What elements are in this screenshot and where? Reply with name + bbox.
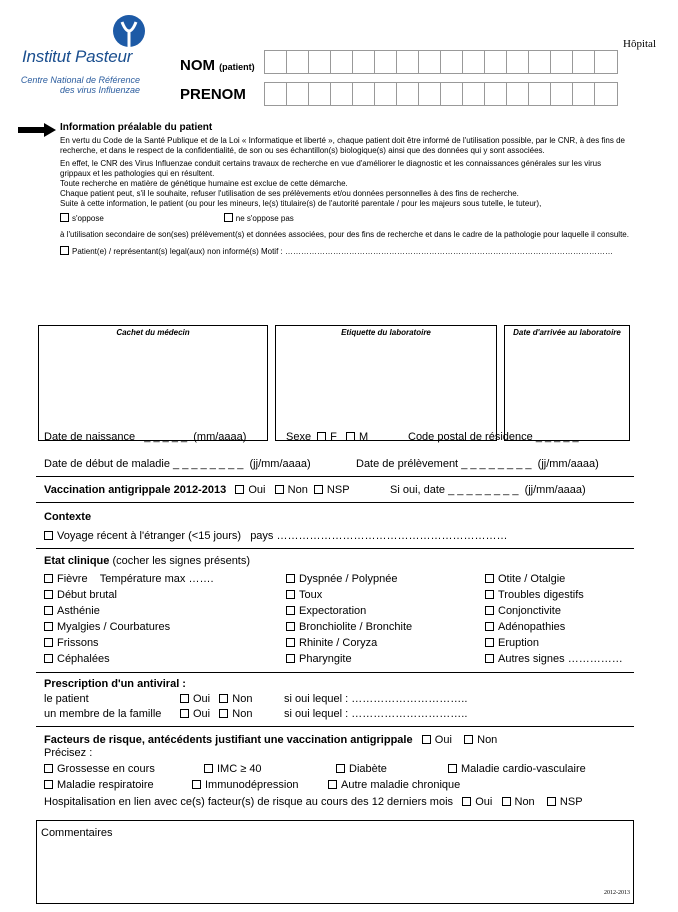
symptom-item[interactable]: Adénopathies — [485, 621, 565, 633]
checkbox-icon[interactable] — [286, 622, 295, 631]
antiviral-famille-lequel[interactable]: si oui lequel : ………………………….. — [284, 708, 468, 720]
prenom-input[interactable] — [264, 82, 618, 106]
symptom-item[interactable]: Asthénie — [44, 605, 100, 617]
checkbox-icon[interactable] — [448, 764, 457, 773]
nom-label: NOM (patient) — [180, 57, 255, 74]
checkbox-icon[interactable] — [44, 654, 53, 663]
date-arrivee-box[interactable]: Date d'arrivée au laboratoire — [504, 325, 630, 441]
debut-field[interactable]: _ _ _ _ _ _ _ _ — [173, 458, 244, 470]
risque-item[interactable]: Diabète — [336, 763, 387, 775]
risque-grid — [44, 763, 634, 795]
divider — [36, 548, 634, 549]
clinique-title: Etat clinique (cocher les signes présents) — [44, 555, 251, 567]
dob-row: Date de naissance _ _ _ _ _ (mm/aaaa) — [44, 431, 247, 443]
symptom-item[interactable]: Pharyngite — [286, 653, 352, 665]
divider — [36, 502, 634, 503]
symptom-item[interactable]: Myalgies / Courbatures — [44, 621, 170, 633]
divider — [36, 672, 634, 673]
non-informe-option[interactable]: Patient(e) / représentant(s) legal(aux) non informé(s) Motif : …………………………………………………………………………………………………………… — [60, 246, 630, 257]
checkbox-icon[interactable] — [422, 735, 431, 744]
cp-row: Code postal de résidence _ _ _ _ _ — [408, 431, 579, 443]
risque-item[interactable]: Maladie respiratoire — [44, 779, 154, 791]
logo-name: Institut Pasteur — [22, 47, 133, 66]
hopital-label: Hôpital — [623, 38, 656, 50]
info-paragraph: à l'utilisation secondaire de son(ses) prélèvement(s) et données associées, pour des fins de recherche et dans le cadre de la pathologie pour laquelle il consulte. — [60, 230, 629, 239]
checkbox-icon[interactable] — [286, 654, 295, 663]
antiviral-famille-label: un membre de la famille — [44, 708, 162, 720]
divider — [36, 726, 634, 727]
checkbox-icon[interactable] — [235, 485, 244, 494]
antiviral-title: Prescription d'un antiviral : — [44, 678, 186, 690]
symptom-item[interactable]: Fièvre Température max ……. — [44, 573, 214, 585]
checkbox-icon[interactable] — [286, 574, 295, 583]
contexte-title: Contexte — [44, 511, 92, 523]
symptom-item[interactable]: Autres signes …………… — [485, 653, 623, 665]
checkbox-icon[interactable] — [275, 485, 284, 494]
ne-oppose-option[interactable]: ne s'oppose pas — [224, 213, 294, 224]
symptom-item[interactable]: Expectoration — [286, 605, 366, 617]
info-paragraph: En effet, le CNR des Virus Influenzae conduit certains travaux de recherche en vue d'améliorer le diagnostic et les connaissances générales sur les virus grippaux et les pathologies qui en résultent. — [60, 159, 602, 178]
checkbox-icon[interactable] — [44, 764, 53, 773]
checkbox-icon[interactable] — [328, 780, 337, 789]
symptom-item[interactable]: Frissons — [44, 637, 99, 649]
checkbox-icon[interactable] — [44, 574, 53, 583]
dob-field[interactable]: _ _ _ _ _ — [144, 431, 188, 443]
symptom-item[interactable]: Conjonctivite — [485, 605, 561, 617]
checkbox-icon[interactable] — [60, 246, 69, 255]
risque-title-row: Facteurs de risque, antécédents justifiant une vaccination antigrippale Oui Non — [44, 734, 498, 746]
checkbox-icon[interactable] — [286, 590, 295, 599]
antiviral-patient-lequel[interactable]: si oui lequel : ………………………….. — [284, 693, 468, 705]
vaccination-date-row: Si oui, date _ _ _ _ _ _ _ _ (jj/mm/aaaa) — [390, 484, 586, 496]
voyage-row: Voyage récent à l'étranger (<15 jours) pays ……………………………………………………… — [44, 530, 507, 542]
checkbox-icon[interactable] — [286, 638, 295, 647]
checkbox-icon[interactable] — [336, 764, 345, 773]
commentaires-label: Commentaires — [41, 827, 113, 839]
checkbox-icon[interactable] — [44, 531, 53, 540]
checkbox-icon[interactable] — [60, 213, 69, 222]
risque-item[interactable]: IMC ≥ 40 — [204, 763, 262, 775]
logo-subtitle: Centre National de Référence des virus Influenzae — [20, 75, 140, 95]
risque-item[interactable]: Autre maladie chronique — [328, 779, 460, 791]
checkbox-icon[interactable] — [462, 797, 471, 806]
checkbox-icon[interactable] — [346, 432, 355, 441]
commentaires-box[interactable] — [36, 820, 634, 904]
symptom-item[interactable]: Dyspnée / Polypnée — [286, 573, 397, 585]
checkbox-icon[interactable] — [485, 590, 494, 599]
symptom-item[interactable]: Eruption — [485, 637, 539, 649]
footer-year: 2012-2013 — [604, 890, 630, 896]
info-paragraph: Chaque patient peut, s'il le souhaite, refuser l'utilisation de ses prélèvements et/ou données personnelles à des fins de recherche. — [60, 189, 519, 198]
symptom-item[interactable]: Début brutal — [44, 589, 117, 601]
checkbox-icon[interactable] — [485, 654, 494, 663]
prenom-label: PRENOM — [180, 86, 246, 103]
checkbox-icon[interactable] — [44, 638, 53, 647]
symptom-item[interactable]: Bronchiolite / Bronchite — [286, 621, 412, 633]
etiquette-labo-box[interactable]: Etiquette du laboratoire — [275, 325, 497, 441]
vaccination-row: Vaccination antigrippale 2012-2013 Oui Non NSP — [44, 484, 350, 496]
prelev-field[interactable]: _ _ _ _ _ _ _ _ — [461, 458, 532, 470]
prelev-row: Date de prélèvement _ _ _ _ _ _ _ _ (jj/mm/aaaa) — [356, 458, 599, 470]
antiviral-famille-options: Oui Non — [180, 708, 252, 720]
arrow-icon — [18, 123, 56, 142]
checkbox-icon[interactable] — [502, 797, 511, 806]
nom-input[interactable] — [264, 50, 618, 74]
vaccination-date-field[interactable]: _ _ _ _ _ _ _ _ — [448, 484, 519, 496]
risque-item[interactable]: Immunodépression — [192, 779, 299, 791]
symptom-item[interactable]: Rhinite / Coryza — [286, 637, 377, 649]
symptom-item[interactable]: Otite / Otalgie — [485, 573, 565, 585]
cachet-medecin-box[interactable]: Cachet du médecin — [38, 325, 268, 441]
checkbox-icon[interactable] — [485, 622, 494, 631]
checkbox-icon[interactable] — [44, 622, 53, 631]
checkbox-icon[interactable] — [317, 432, 326, 441]
checkbox-icon[interactable] — [485, 574, 494, 583]
risque-item[interactable]: Maladie cardio-vasculaire — [448, 763, 586, 775]
checkbox-icon[interactable] — [485, 606, 494, 615]
checkbox-icon[interactable] — [314, 485, 323, 494]
checkbox-icon[interactable] — [44, 780, 53, 789]
checkbox-icon[interactable] — [219, 694, 228, 703]
symptom-item[interactable]: Troubles digestifs — [485, 589, 584, 601]
checkbox-icon[interactable] — [219, 709, 228, 718]
sexe-row: Sexe F M — [286, 431, 369, 443]
hospit-row: Hospitalisation en lien avec ce(s) facteur(s) de risque au cours des 12 derniers mois Oui Non NSP — [44, 796, 583, 808]
oppose-option[interactable]: s'oppose — [60, 213, 104, 224]
checkbox-icon[interactable] — [464, 735, 473, 744]
antiviral-patient-label: le patient — [44, 693, 89, 705]
info-section — [60, 123, 630, 257]
divider — [36, 476, 634, 477]
info-paragraph: En vertu du Code de la Santé Publique et de la Loi « Informatique et liberté », chaque patient doit être informé de l'utilisation possible, par le CNR, à des fins de recherche, et dans le respect de la confidentialité, de son ou ses échantillon(s) biologique(s) ainsi que des données qui y sont associées. — [60, 136, 625, 155]
checkbox-icon[interactable] — [204, 764, 213, 773]
cp-field[interactable]: _ _ _ _ _ — [535, 431, 579, 443]
pays-field[interactable]: pays ……………………………………………………… — [250, 530, 508, 542]
debut-row: Date de début de maladie _ _ _ _ _ _ _ _ (jj/mm/aaaa) — [44, 458, 311, 470]
checkbox-icon[interactable] — [180, 694, 189, 703]
checkbox-icon[interactable] — [180, 709, 189, 718]
checkbox-icon[interactable] — [44, 606, 53, 615]
checkbox-icon[interactable] — [224, 213, 233, 222]
info-title: Information préalable du patient — [60, 122, 213, 133]
risque-item[interactable]: Grossesse en cours — [44, 763, 155, 775]
precisez-label: Précisez : — [44, 747, 93, 759]
symptom-item[interactable]: Céphalées — [44, 653, 110, 665]
checkbox-icon[interactable] — [547, 797, 556, 806]
checkbox-icon[interactable] — [286, 606, 295, 615]
checkbox-icon[interactable] — [192, 780, 201, 789]
checkbox-icon[interactable] — [485, 638, 494, 647]
checkbox-icon[interactable] — [44, 590, 53, 599]
logo-icon — [112, 14, 146, 48]
info-paragraph: Toute recherche en matière de génétique humaine est exclue de cette démarche. — [60, 179, 348, 188]
antiviral-patient-options: Oui Non — [180, 693, 252, 705]
clinique-grid — [44, 573, 634, 669]
info-paragraph: Suite à cette information, le patient (ou pour les mineurs, le(s) titulaire(s) de l'autorité parentale / pour les majeurs sous tutelle, le tuteur), — [60, 199, 542, 208]
symptom-item[interactable]: Toux — [286, 589, 322, 601]
